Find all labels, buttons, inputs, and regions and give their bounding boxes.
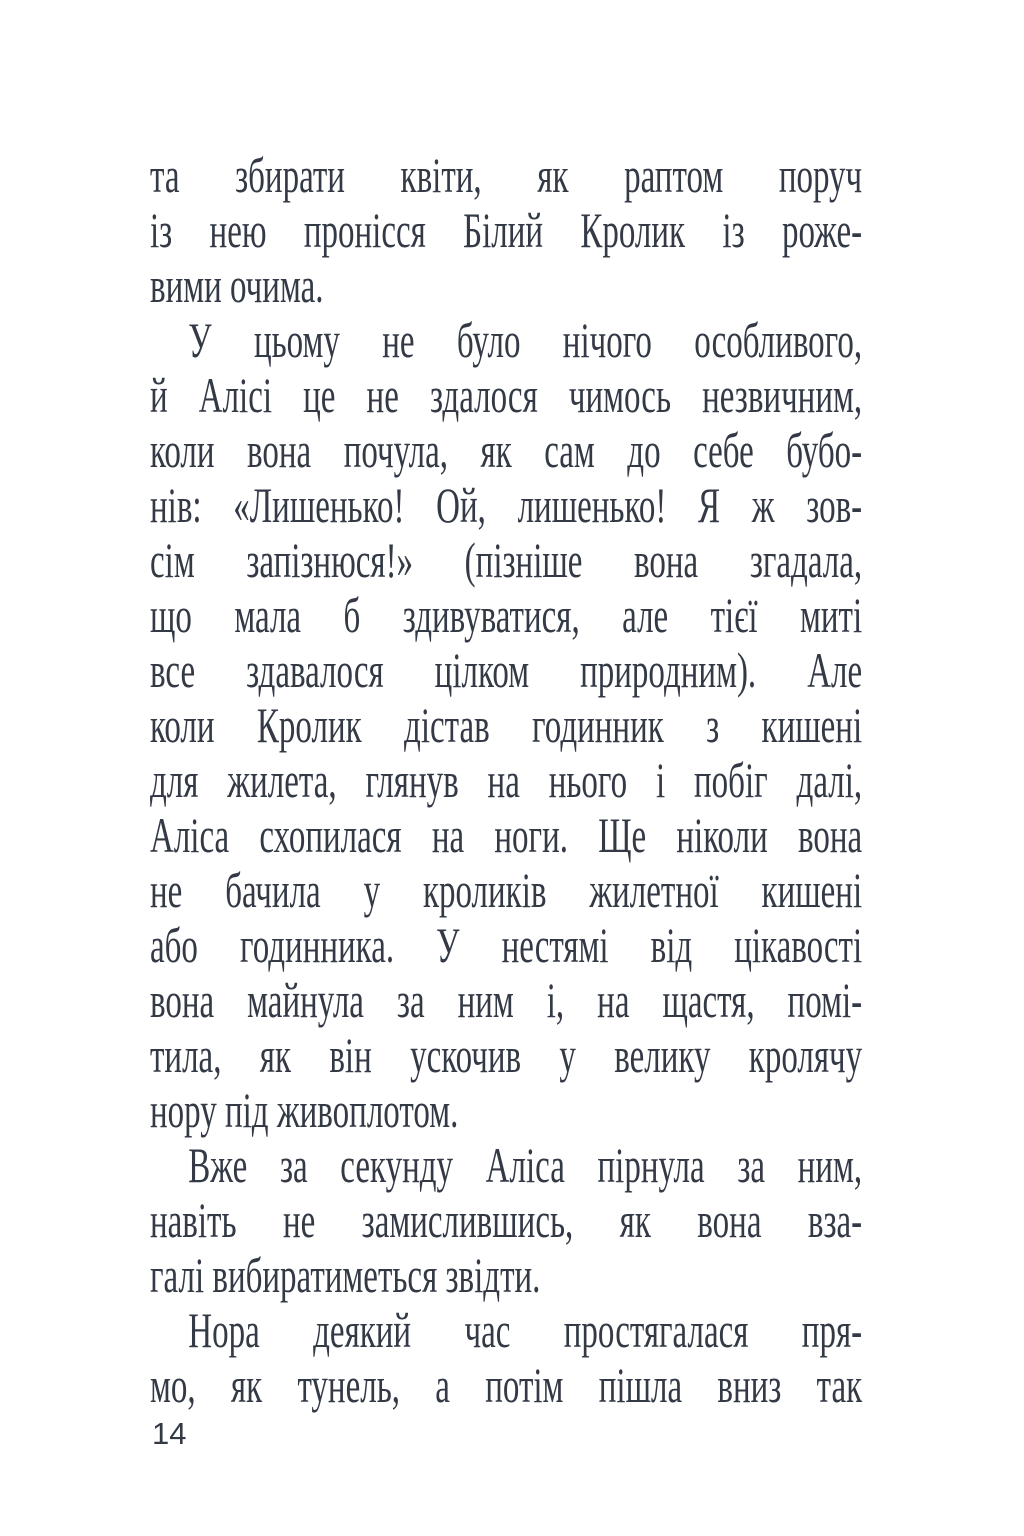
text-line: У цьому не було нічого особливого, xyxy=(188,312,863,368)
text-line: Вже за секунду Аліса пірнула за ним, xyxy=(188,1137,863,1193)
text-line: та збирати квіти, як раптом поруч xyxy=(150,147,863,203)
text-line: галі вибиратиметься звідти. xyxy=(150,1247,541,1303)
text-line: не бачила у кроликів жилетної кишені xyxy=(150,862,863,918)
text-line: Нора деякий час простягалася пря- xyxy=(188,1302,863,1358)
text-line: що мала б здивуватися, але тієї миті xyxy=(150,587,863,643)
text-line: із нею пронісся Білий Кролик із роже- xyxy=(150,202,863,258)
text-line: вона майнула за ним і, на щастя, помі- xyxy=(150,972,863,1028)
text-line: тила, як він ускочив у велику кролячу xyxy=(150,1027,863,1083)
text-line: нору під живоплотом. xyxy=(150,1082,459,1138)
text-line: вими очима. xyxy=(150,257,324,313)
text-line: й Алісі це не здалося чимось незвичним, xyxy=(150,367,863,423)
text-line: або годинника. У нестямі від цікавості xyxy=(150,917,863,973)
text-line: нів: «Лишенько! Ой, лишенько! Я ж зов- xyxy=(150,477,863,533)
text-line: мо, як тунель, а потім пішла вниз так xyxy=(150,1357,863,1413)
text-line: навіть не замислившись, як вона вза- xyxy=(150,1192,863,1248)
page-number: 14 xyxy=(152,1416,187,1451)
text-line: коли вона почула, як сам до себе бубо- xyxy=(150,422,863,478)
text-line: сім запізнюся!» (пізніше вона згадала, xyxy=(150,532,863,588)
text-line: все здавалося цілком природним). Але xyxy=(150,642,863,698)
text-line: для жилета, глянув на нього і побіг далі, xyxy=(150,752,863,808)
text-line: коли Кролик дістав годинник з кишені xyxy=(150,697,863,753)
text-line: Аліса схопилася на ноги. Ще ніколи вона xyxy=(150,807,863,863)
page-text xyxy=(150,148,862,1413)
